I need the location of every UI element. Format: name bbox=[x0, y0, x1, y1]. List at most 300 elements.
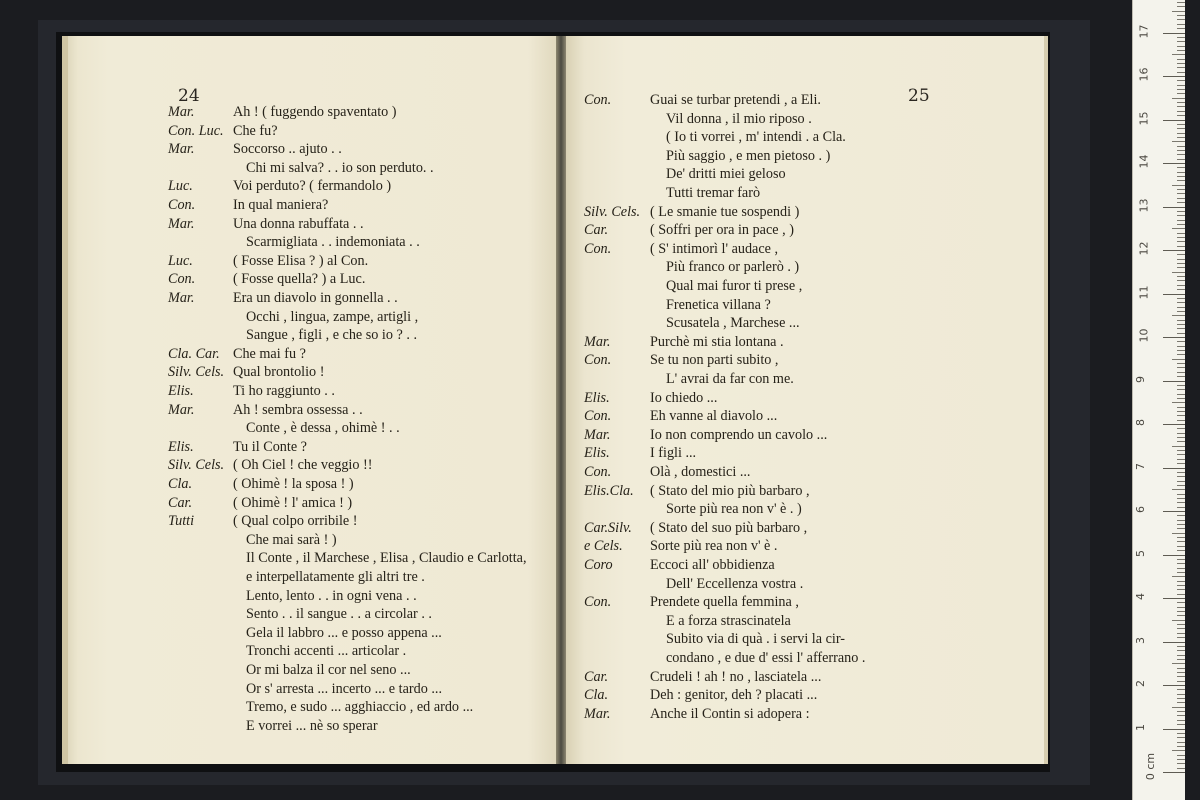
verse-line: Che fu? bbox=[233, 122, 278, 139]
verse-line: Sorte più rea non v' è . bbox=[650, 538, 778, 555]
speaker-label: Car. bbox=[584, 222, 609, 239]
ruler-tick bbox=[1172, 185, 1185, 186]
speaker-label: Luc. bbox=[168, 252, 193, 269]
ruler-tick bbox=[1163, 294, 1185, 295]
ruler-tick bbox=[1163, 685, 1185, 686]
ruler-tick bbox=[1177, 507, 1185, 508]
verse-line: Purchè mi stia lontana . bbox=[650, 333, 784, 350]
ruler-tick bbox=[1177, 589, 1185, 590]
ruler-tick bbox=[1177, 276, 1185, 277]
ruler-tick bbox=[1172, 315, 1185, 316]
ruler-tick bbox=[1163, 250, 1185, 251]
speaker-label: Con. bbox=[584, 240, 612, 257]
ruler-tick bbox=[1177, 407, 1185, 408]
ruler-tick bbox=[1177, 346, 1185, 347]
verse-line: Il Conte , il Marchese , Elisa , Claudio e Carlotta, bbox=[246, 550, 527, 567]
ruler-tick bbox=[1177, 2, 1185, 3]
verse-line: Soccorso .. ajuto . . bbox=[233, 141, 342, 158]
ruler-tick bbox=[1177, 215, 1185, 216]
ruler-tick bbox=[1163, 207, 1185, 208]
speaker-label: Silv. Cels. bbox=[168, 364, 225, 381]
speaker-label: Elis. bbox=[168, 383, 194, 399]
ruler-tick bbox=[1172, 272, 1185, 273]
ruler-number: 12 bbox=[1137, 241, 1151, 256]
ruler-tick bbox=[1177, 411, 1185, 412]
ruler-tick bbox=[1177, 746, 1185, 747]
verse-line: Eh vanne al diavolo ... bbox=[650, 408, 778, 425]
ruler-tick bbox=[1172, 228, 1185, 229]
verse-line: ( S' intimorì l' audace , bbox=[650, 240, 779, 257]
ruler-tick bbox=[1177, 485, 1185, 486]
ruler-tick bbox=[1163, 381, 1185, 382]
verse-line: Dell' Eccellenza vostra . bbox=[666, 575, 804, 592]
ruler-tick bbox=[1177, 481, 1185, 482]
speaker-label: Con. bbox=[584, 594, 612, 611]
ruler-tick bbox=[1172, 359, 1185, 360]
ruler-tick bbox=[1177, 415, 1185, 416]
ruler-tick bbox=[1177, 37, 1185, 38]
ruler-tick bbox=[1177, 328, 1185, 329]
ruler-tick bbox=[1177, 80, 1185, 81]
ruler-tick bbox=[1177, 363, 1185, 364]
ruler-tick bbox=[1177, 611, 1185, 612]
verse-line: In qual maniera? bbox=[233, 197, 329, 213]
ruler-tick bbox=[1177, 524, 1185, 525]
ruler-tick bbox=[1177, 733, 1185, 734]
ruler-tick bbox=[1163, 598, 1185, 599]
speaker-label: e Cels. bbox=[584, 538, 623, 555]
ruler-tick bbox=[1177, 742, 1185, 743]
ruler-tick bbox=[1177, 450, 1185, 451]
ruler-tick bbox=[1177, 676, 1185, 677]
ruler-tick bbox=[1177, 668, 1185, 669]
ruler-tick bbox=[1177, 394, 1185, 395]
ruler-number: 3 bbox=[1134, 636, 1147, 644]
verse-line: Occhi , lingua, zampe, artigli , bbox=[246, 308, 419, 325]
ruler-number: 9 bbox=[1134, 375, 1147, 383]
ruler-tick bbox=[1177, 224, 1185, 225]
ruler-tick bbox=[1177, 385, 1185, 386]
ruler-tick bbox=[1177, 646, 1185, 647]
ruler-tick bbox=[1177, 755, 1185, 756]
verse-line: Tu il Conte ? bbox=[233, 438, 307, 455]
ruler-number: 4 bbox=[1134, 593, 1147, 600]
verse-line: ( Fosse Elisa ? ) al Con. bbox=[233, 252, 369, 269]
ruler-tick bbox=[1177, 546, 1185, 547]
speaker-label: Elis. bbox=[584, 445, 610, 462]
ruler-tick bbox=[1177, 307, 1185, 308]
ruler-tick bbox=[1177, 59, 1185, 60]
ruler-tick bbox=[1177, 389, 1185, 390]
ruler-tick bbox=[1177, 159, 1185, 160]
ruler-tick bbox=[1163, 424, 1185, 425]
ruler-tick bbox=[1177, 454, 1185, 455]
ruler-tick bbox=[1177, 585, 1185, 586]
ruler-tick bbox=[1172, 54, 1185, 55]
ruler-tick bbox=[1177, 24, 1185, 25]
ruler-tick bbox=[1177, 19, 1185, 20]
speaker-label: Tutti bbox=[168, 513, 195, 530]
ruler-tick bbox=[1177, 146, 1185, 147]
verse-line: Scarmigliata . . indemoniata . . bbox=[246, 234, 420, 251]
ruler-tick bbox=[1177, 568, 1185, 569]
ruler-tick bbox=[1177, 602, 1185, 603]
speaker-label: Mar. bbox=[168, 215, 195, 232]
verse-line: Qual brontolio ! bbox=[233, 364, 325, 381]
ruler-tick bbox=[1177, 711, 1185, 712]
ruler-tick bbox=[1177, 494, 1185, 495]
verse-line: Voi perduto? ( fermandolo ) bbox=[233, 178, 392, 195]
ruler-tick bbox=[1177, 198, 1185, 199]
ruler-tick bbox=[1163, 511, 1185, 512]
speaker-label: Elis. bbox=[584, 389, 610, 406]
ruler-tick bbox=[1177, 737, 1185, 738]
ruler-tick bbox=[1177, 437, 1185, 438]
ruler-tick bbox=[1177, 50, 1185, 51]
ruler-number: 15 bbox=[1137, 111, 1151, 125]
ruler-tick bbox=[1177, 150, 1185, 151]
ruler-tick bbox=[1177, 324, 1185, 325]
speaker-label: Luc. bbox=[168, 178, 193, 195]
ruler-tick bbox=[1177, 759, 1185, 760]
speaker-label: Car. bbox=[168, 494, 193, 511]
ruler-number: 14 bbox=[1137, 154, 1151, 169]
speaker-label: Mar. bbox=[168, 104, 195, 120]
speaker-label: Cla. Car. bbox=[168, 345, 220, 362]
verse-line: Che mai fu ? bbox=[233, 345, 306, 362]
ruler-tick bbox=[1163, 33, 1185, 34]
ruler-tick bbox=[1177, 320, 1185, 321]
verse-line: Crudeli ! ah ! no , lasciatela ... bbox=[650, 668, 822, 685]
ruler-tick bbox=[1177, 202, 1185, 203]
verse-line: Guai se turbar pretendi , a Eli. bbox=[650, 92, 821, 108]
ruler-tick bbox=[1177, 15, 1185, 16]
speaker-label: Con. Luc. bbox=[168, 122, 224, 139]
speaker-label: Car. bbox=[584, 668, 609, 685]
ruler-tick bbox=[1177, 350, 1185, 351]
ruler-tick bbox=[1177, 655, 1185, 656]
ruler-tick bbox=[1177, 85, 1185, 86]
ruler-tick bbox=[1177, 267, 1185, 268]
ruler-tick bbox=[1177, 694, 1185, 695]
ruler-tick bbox=[1177, 559, 1185, 560]
ruler-tick bbox=[1177, 472, 1185, 473]
speaker-label: Car.Silv. bbox=[584, 519, 632, 536]
ruler-number: 2 bbox=[1134, 680, 1147, 687]
speaker-label: Mar. bbox=[584, 333, 611, 350]
ruler-tick bbox=[1163, 772, 1185, 773]
verse-line: Se tu non parti subito , bbox=[650, 352, 779, 369]
verse-line: L' avrai da far con me. bbox=[666, 371, 794, 387]
verse-line: Subito via di quà . i servi la cir- bbox=[666, 631, 845, 648]
speaker-label: Mar. bbox=[584, 705, 611, 722]
ruler-tick bbox=[1177, 433, 1185, 434]
ruler-tick bbox=[1172, 533, 1185, 534]
verse-line: Ti ho raggiunto . . bbox=[233, 383, 335, 399]
verse-line: ( Qual colpo orribile ! bbox=[233, 513, 358, 530]
ruler-tick bbox=[1172, 141, 1185, 142]
ruler-tick bbox=[1177, 689, 1185, 690]
ruler-tick bbox=[1172, 750, 1185, 751]
verse-line: Scusatela , Marchese ... bbox=[666, 315, 800, 332]
verse-line: ( Soffri per ora in pace , ) bbox=[650, 222, 794, 239]
speaker-label: Con. bbox=[584, 92, 612, 108]
ruler-tick bbox=[1177, 650, 1185, 651]
ruler-tick bbox=[1177, 72, 1185, 73]
verse-line: Era un diavolo in gonnella . . bbox=[233, 290, 398, 306]
book-gutter bbox=[556, 36, 566, 764]
ruler-number: 16 bbox=[1137, 67, 1151, 82]
ruler-tick bbox=[1177, 607, 1185, 608]
ruler-tick bbox=[1177, 615, 1185, 616]
ruler-tick bbox=[1177, 193, 1185, 194]
verse-line: Prendete quella femmina , bbox=[650, 594, 799, 611]
page-number-right: 25 bbox=[908, 86, 930, 106]
ruler-number: 7 bbox=[1134, 462, 1147, 470]
ruler-tick bbox=[1177, 502, 1185, 503]
ruler-tick bbox=[1177, 633, 1185, 634]
ruler-number: 8 bbox=[1134, 419, 1147, 426]
ruler-tick bbox=[1177, 63, 1185, 64]
ruler-tick bbox=[1177, 520, 1185, 521]
ruler-tick bbox=[1177, 498, 1185, 499]
ruler-tick bbox=[1177, 311, 1185, 312]
ruler-tick bbox=[1177, 302, 1185, 303]
ruler-tick bbox=[1177, 341, 1185, 342]
verse-line: ( Oh Ciel ! che veggio !! bbox=[233, 457, 373, 474]
ruler-tick bbox=[1177, 354, 1185, 355]
ruler-tick bbox=[1163, 555, 1185, 556]
page-number-left: 24 bbox=[178, 86, 200, 106]
ruler-tick bbox=[1177, 172, 1185, 173]
verse-line: Sento . . il sangue . . a circolar . . bbox=[246, 606, 432, 623]
ruler-tick bbox=[1177, 672, 1185, 673]
speaker-label: Con. bbox=[584, 352, 612, 369]
ruler-tick bbox=[1163, 76, 1185, 77]
ruler-tick bbox=[1163, 468, 1185, 469]
verse-line: Che mai sarà ! ) bbox=[246, 531, 337, 548]
ruler-tick bbox=[1177, 463, 1185, 464]
verse-line: Qual mai furor ti prese , bbox=[666, 278, 803, 294]
ruler-tick bbox=[1172, 707, 1185, 708]
speaker-label: Con. bbox=[584, 464, 612, 480]
verse-line: Gela il labbro ... e posso appena ... bbox=[246, 624, 442, 641]
ruler-tick bbox=[1177, 572, 1185, 573]
ruler-tick bbox=[1177, 124, 1185, 125]
ruler-tick bbox=[1177, 237, 1185, 238]
ruler-tick bbox=[1177, 211, 1185, 212]
verse-line: I figli ... bbox=[650, 445, 697, 462]
ruler-tick bbox=[1177, 259, 1185, 260]
ruler-tick bbox=[1177, 659, 1185, 660]
left-page bbox=[62, 36, 562, 764]
ruler-tick bbox=[1172, 489, 1185, 490]
ruler-tick bbox=[1177, 594, 1185, 595]
speaker-label: Cla. bbox=[584, 687, 609, 704]
ruler-tick bbox=[1172, 446, 1185, 447]
ruler-tick bbox=[1177, 367, 1185, 368]
ruler-tick bbox=[1177, 476, 1185, 477]
verse-line: Or mi balza il cor nel seno ... bbox=[246, 662, 411, 678]
ruler-tick bbox=[1177, 459, 1185, 460]
ruler-tick bbox=[1172, 663, 1185, 664]
ruler-tick bbox=[1163, 729, 1185, 730]
ruler-tick bbox=[1177, 41, 1185, 42]
ruler-number: 10 bbox=[1137, 328, 1151, 343]
ruler-tick bbox=[1172, 11, 1185, 12]
right-page bbox=[566, 36, 1048, 764]
verse-line: E vorrei ... nè so sperar bbox=[246, 717, 378, 734]
verse-line: Io chiedo ... bbox=[650, 389, 718, 406]
verse-line: ( Ohimè ! la sposa ! ) bbox=[233, 476, 354, 492]
ruler-tick bbox=[1163, 642, 1185, 643]
verse-line: Chi mi salva? . . io son perduto. . bbox=[246, 159, 434, 176]
ruler-number: 5 bbox=[1134, 549, 1147, 557]
verse-line: Tutti tremar farò bbox=[666, 185, 761, 201]
measuring-ruler bbox=[1132, 0, 1185, 800]
speaker-label: Con. bbox=[168, 271, 196, 288]
verse-line: Più franco or parlerò . ) bbox=[666, 259, 800, 276]
ruler-tick bbox=[1163, 163, 1185, 164]
speaker-label: Con. bbox=[584, 408, 612, 425]
ruler-number: 13 bbox=[1137, 198, 1151, 212]
verse-line: ( Stato del suo più barbaro , bbox=[650, 519, 808, 536]
speaker-label: Con. bbox=[168, 197, 196, 213]
speaker-label: Elis. bbox=[168, 438, 194, 455]
ruler-tick bbox=[1177, 628, 1185, 629]
ruler-tick bbox=[1172, 620, 1185, 621]
speaker-label: Mar. bbox=[168, 141, 195, 158]
ruler-number: 11 bbox=[1137, 285, 1151, 299]
ruler-tick bbox=[1177, 420, 1185, 421]
ruler-tick bbox=[1177, 428, 1185, 429]
ruler-tick bbox=[1177, 768, 1185, 769]
ruler-tick bbox=[1177, 154, 1185, 155]
ruler-tick bbox=[1177, 333, 1185, 334]
verse-line: ( Fosse quella? ) a Luc. bbox=[233, 271, 366, 288]
ruler-tick bbox=[1177, 102, 1185, 103]
ruler-number: 6 bbox=[1134, 506, 1147, 513]
ruler-number: 1 bbox=[1134, 723, 1147, 731]
verse-line: e interpellatamente gli altri tre . bbox=[246, 569, 425, 585]
ruler-tick bbox=[1177, 189, 1185, 190]
ruler-tick bbox=[1177, 93, 1185, 94]
ruler-tick bbox=[1177, 541, 1185, 542]
ruler-tick bbox=[1177, 681, 1185, 682]
ruler-tick bbox=[1177, 241, 1185, 242]
ruler-tick bbox=[1177, 398, 1185, 399]
ruler-tick bbox=[1177, 111, 1185, 112]
speaker-label: Mar. bbox=[584, 426, 611, 443]
ruler-tick bbox=[1172, 402, 1185, 403]
ruler-tick bbox=[1177, 233, 1185, 234]
verse-line: Conte , è dessa , ohimè ! . . bbox=[246, 420, 400, 437]
verse-line: Or s' arresta ... incerto ... e tardo ... bbox=[246, 680, 442, 697]
ruler-tick bbox=[1177, 702, 1185, 703]
ruler-tick bbox=[1177, 115, 1185, 116]
ruler-tick bbox=[1177, 528, 1185, 529]
ruler-tick bbox=[1177, 724, 1185, 725]
ruler-tick bbox=[1177, 67, 1185, 68]
verse-line: Anche il Contin si adopera : bbox=[650, 705, 810, 722]
ruler-tick bbox=[1163, 337, 1185, 338]
verse-line: Ah ! ( fuggendo spaventato ) bbox=[233, 104, 397, 120]
ruler-tick bbox=[1177, 263, 1185, 264]
ruler-tick bbox=[1163, 120, 1185, 121]
verse-line: ( Io ti vorrei , m' intendi . a Cla. bbox=[666, 129, 846, 146]
speaker-label: Silv. Cels. bbox=[168, 457, 225, 474]
verse-line: ( Ohimè ! l' amica ! ) bbox=[233, 494, 353, 511]
ruler-tick bbox=[1177, 289, 1185, 290]
ruler-tick bbox=[1177, 637, 1185, 638]
ruler-tick bbox=[1177, 624, 1185, 625]
verse-line: Sorte più rea non v' è . ) bbox=[666, 501, 802, 518]
ruler-number: 17 bbox=[1137, 24, 1151, 38]
ruler-tick bbox=[1177, 28, 1185, 29]
ruler-tick bbox=[1177, 89, 1185, 90]
verse-line: Frenetica villana ? bbox=[666, 296, 771, 313]
ruler-tick bbox=[1172, 98, 1185, 99]
ruler-tick bbox=[1177, 254, 1185, 255]
ruler-tick bbox=[1177, 715, 1185, 716]
ruler-tick bbox=[1177, 515, 1185, 516]
verse-line: Sangue , figli , e che so io ? . . bbox=[246, 327, 417, 344]
ruler-tick bbox=[1177, 698, 1185, 699]
speaker-label: Mar. bbox=[168, 401, 195, 418]
ruler-tick bbox=[1177, 176, 1185, 177]
ruler-tick bbox=[1177, 46, 1185, 47]
ruler-tick bbox=[1177, 180, 1185, 181]
ruler-tick bbox=[1177, 376, 1185, 377]
verse-line: Tremo, e sudo ... agghiaccio , ed ardo ... bbox=[246, 699, 474, 716]
ruler-tick bbox=[1177, 280, 1185, 281]
speaker-label: Cla. bbox=[168, 476, 193, 492]
ruler-tick bbox=[1177, 133, 1185, 134]
ruler-tick bbox=[1177, 537, 1185, 538]
verse-line: Olà , domestici ... bbox=[650, 464, 751, 480]
verse-line: Ah ! sembra ossessa . . bbox=[233, 401, 363, 418]
verse-line: Lento, lento . . in ogni vena . . bbox=[246, 587, 417, 604]
ruler-tick bbox=[1177, 167, 1185, 168]
verse-line: Una donna rabuffata . . bbox=[233, 215, 364, 232]
verse-line: Eccoci all' obbidienza bbox=[650, 557, 775, 573]
ruler-tick bbox=[1177, 372, 1185, 373]
ruler-tick bbox=[1177, 550, 1185, 551]
ruler-tick bbox=[1177, 563, 1185, 564]
ruler-tick bbox=[1177, 763, 1185, 764]
ruler-tick bbox=[1177, 246, 1185, 247]
ruler-tick bbox=[1177, 6, 1185, 7]
ruler-tick bbox=[1177, 220, 1185, 221]
ruler-tick bbox=[1177, 720, 1185, 721]
ruler-tick bbox=[1177, 106, 1185, 107]
ruler-unit-label: 0 cm bbox=[1144, 752, 1158, 781]
ruler-tick bbox=[1172, 576, 1185, 577]
verse-line: Più saggio , e men pietoso . ) bbox=[666, 147, 831, 164]
verse-line: Vil donna , il mio riposo . bbox=[666, 110, 812, 127]
ruler-tick bbox=[1177, 285, 1185, 286]
speaker-label: Coro bbox=[584, 557, 613, 573]
ruler-tick bbox=[1177, 137, 1185, 138]
ruler-tick bbox=[1177, 128, 1185, 129]
verse-line: E a forza strascinatela bbox=[666, 612, 791, 629]
verse-line: Io non comprendo un cavolo ... bbox=[650, 426, 828, 443]
verse-line: ( Stato del mio più barbaro , bbox=[650, 482, 810, 499]
verse-line: ( Le smanie tue sospendi ) bbox=[650, 203, 800, 220]
verse-line: De' dritti miei geloso bbox=[666, 166, 786, 183]
verse-line: Tronchi accenti ... articolar . bbox=[246, 643, 407, 660]
verse-line: Deh : genitor, deh ? placati ... bbox=[650, 687, 818, 704]
